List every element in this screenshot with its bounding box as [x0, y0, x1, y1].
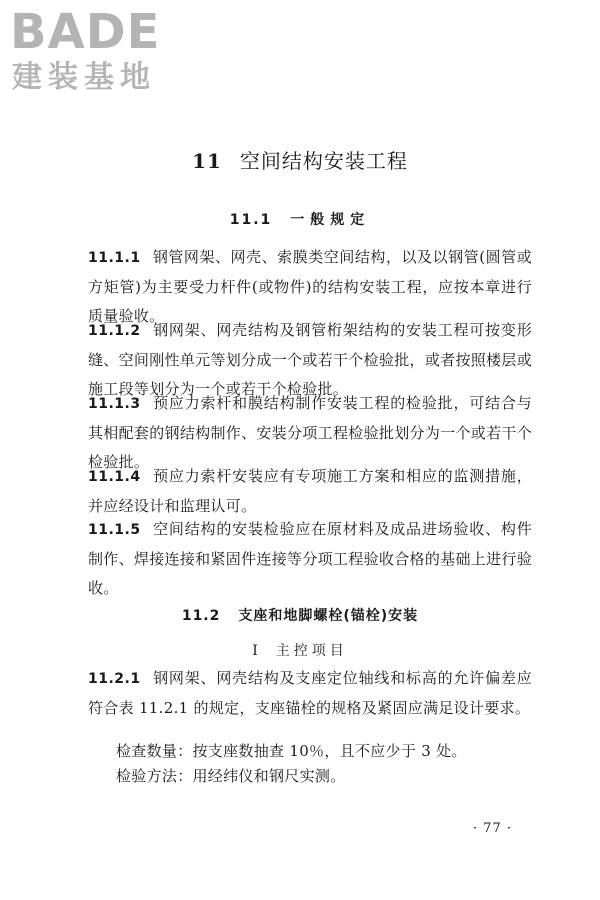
check-quantity-paragraph: 检查数量：按支座数抽查 10％，且不应少于 3 处。: [116, 742, 467, 760]
clause-number: 11.1.3: [88, 396, 141, 412]
clause-text: 钢管网架、网壳、索膜类空间结构，以及以钢管(圆管或方矩管)为主要受力杆件(或物件)的结构安装工程，应按本章进行质量验收。: [88, 248, 532, 325]
clause-text: 空间结构的安装检验应在原材料及成品进场验收、构件制作、焊接连接和紧固件连接等分项工程验收合格的基础上进行验收。: [88, 520, 532, 597]
section-heading-11-1: [0, 210, 600, 230]
clause-number: 11.2.1: [88, 671, 141, 687]
clause-number: 11.1.4: [88, 469, 141, 485]
clause-number: 11.1.2: [88, 323, 141, 339]
clause-number: 11.1.1: [88, 250, 141, 266]
page-number: · 77 ·: [472, 821, 512, 836]
clause-text: 钢网架、网壳结构及钢管桁架结构的安装工程可按变形缝、空间刚性单元等划分成一个或若干个检验批，或者按照楼层或施工段等划分为一个或若干个检验批。: [88, 321, 532, 398]
subsection-title-text: 主控项目: [275, 643, 348, 659]
clause-number: 11.1.5: [88, 522, 141, 538]
section-number: 11.1: [229, 212, 273, 228]
clause-11-1-4: [88, 462, 532, 521]
clause-11-2-1: [88, 664, 532, 723]
bade-logo: [10, 5, 180, 100]
subsection-roman-numeral: Ⅰ: [252, 643, 262, 659]
chapter-title-text: 空间结构安装工程: [239, 149, 408, 173]
chapter-number: 11: [192, 149, 222, 173]
section-title-text: 支座和地脚螺栓(锚栓)安装: [238, 608, 419, 624]
section-heading-11-2: [0, 606, 600, 626]
clause-text: 预应力索杆和膜结构制作安装工程的检验批，可结合与其相配套的钢结构制作、安装分项工程检验批划分为一个或若干个检验批。: [88, 394, 532, 471]
clause-text: 钢网架、网壳结构及支座定位轴线和标高的允许偏差应符合表 11.2.1 的规定，支座锚栓的规格及紧固应满足设计要求。: [88, 669, 532, 717]
subsection-heading: [0, 641, 600, 661]
logo-wordmark: BADE: [10, 4, 161, 60]
clause-11-1-5: [88, 515, 532, 603]
clause-text: 预应力索杆安装应有专项施工方案和相应的监测措施，并应经设计和监理认可。: [88, 467, 532, 515]
section-title-text: 一般规定: [290, 212, 371, 228]
section-number: 11.2: [181, 608, 221, 624]
logo-subtitle: 建装基地: [12, 60, 156, 95]
check-method-paragraph: 检验方法：用经纬仪和钢尺实测。: [116, 767, 346, 785]
chapter-title: [0, 148, 600, 174]
